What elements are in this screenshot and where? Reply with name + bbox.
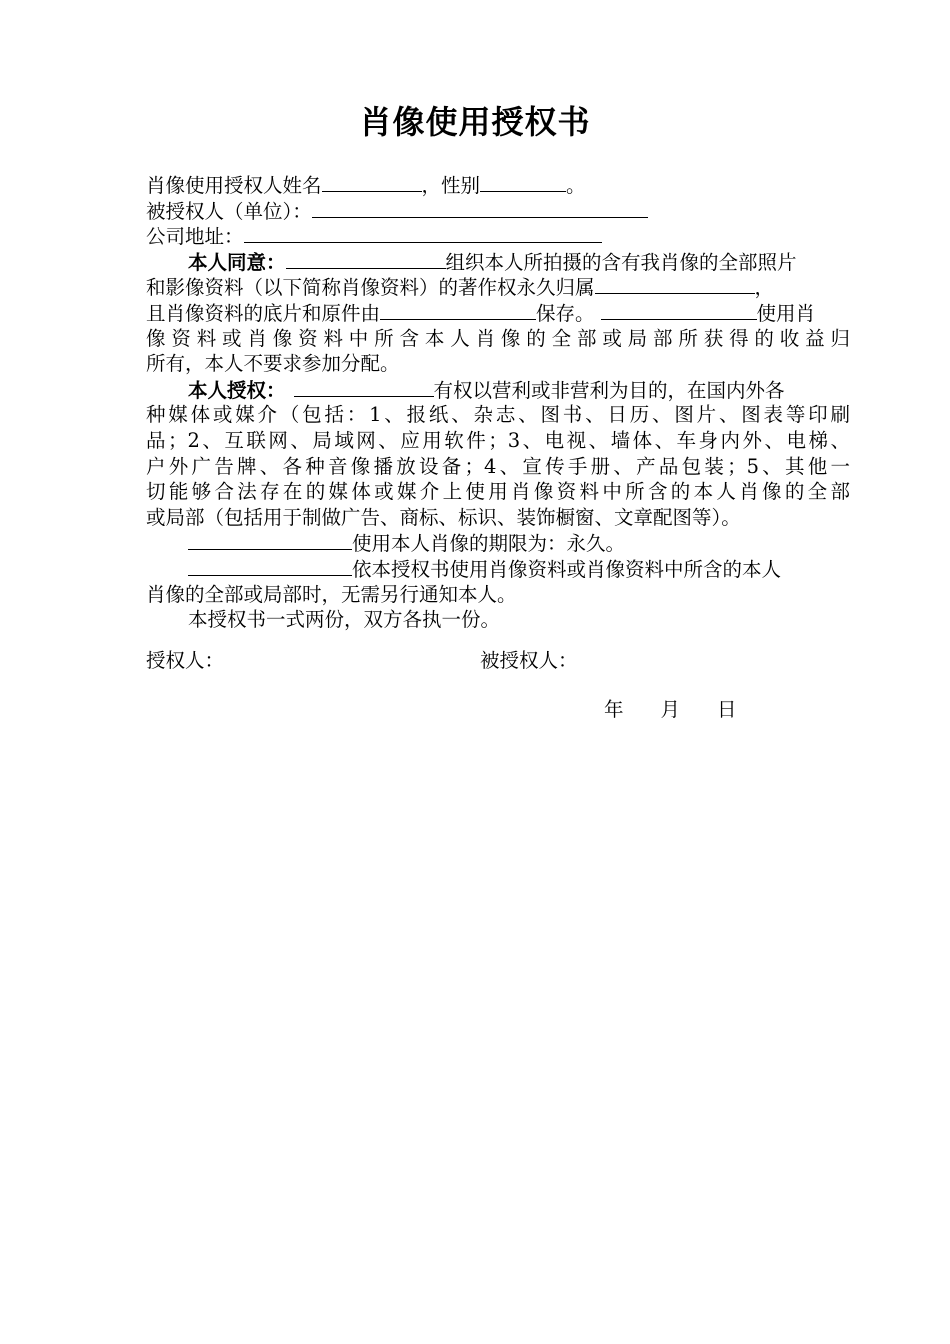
consent-line-3-start: 且肖像资料的底片和原件由: [146, 301, 381, 325]
grantee-blank: [312, 198, 648, 218]
date-line: [604, 697, 737, 723]
grantee-line: [146, 198, 850, 224]
date-year: 年: [604, 698, 624, 721]
consent-line-2-text: 和影像资料（以下简称肖像资料）的著作权永久归属: [146, 276, 595, 300]
consent-line-1-text: 组织本人所拍摄的含有我肖像的全部照片: [445, 250, 797, 274]
grantee-signature-label: 被授权人：: [480, 649, 578, 672]
name-blank: [322, 172, 422, 192]
consent-line-2-end: ，: [754, 276, 775, 300]
consent-line-3-end: 使用肖: [756, 301, 816, 325]
term-text: 使用本人肖像的期限为：永久。: [352, 532, 626, 556]
consent-line-4: 像资料或肖像资料中所含本人肖像的全部或局部所获得的收益归: [146, 326, 850, 350]
authorization-line-5: 切能够合法存在的媒体或媒介上使用肖像资料中所含的本人肖像的全部: [146, 480, 850, 504]
consent-line-5: 所有，本人不要求参加分配。: [146, 352, 400, 376]
consent-line-3-mid: 保存。: [536, 301, 595, 325]
document-title: 肖像使用授权书: [359, 103, 591, 141]
consent-org-blank: [286, 249, 446, 269]
date-day: 日: [717, 698, 737, 721]
document-body: [146, 172, 850, 633]
date-month: 月: [660, 698, 681, 721]
gender-blank: [480, 172, 566, 192]
name-gender-line: [146, 172, 850, 198]
term-party-blank: [188, 530, 352, 550]
copyright-owner-blank: [595, 274, 755, 294]
grantee-label: 被授权人（单位）：: [146, 199, 312, 223]
notice-line-1: [146, 556, 850, 582]
authorization-heading: 本人授权：: [188, 378, 286, 402]
consent-line-1: [146, 249, 850, 275]
authorization-line-4: 户外广告牌、各种音像播放设备；4、宣传手册、产品包装；5、其他一: [146, 454, 850, 478]
authorization-line-1: [146, 377, 850, 403]
address-line: [146, 223, 850, 249]
authorization-line-3: 品；2、互联网、局域网、应用软件；3、电视、墙体、车身内外、电梯、: [146, 428, 850, 452]
revenue-user-blank: [601, 300, 757, 320]
copies-line: 本授权书一式两份，双方各执一份。: [188, 608, 501, 632]
gender-label: ，性别: [421, 174, 481, 197]
authorization-line-2: 种媒体或媒介（包括：1、报纸、杂志、图书、日历、图片、图表等印刷: [146, 403, 850, 427]
address-blank: [244, 223, 602, 243]
gender-end: 。: [566, 174, 586, 197]
authorization-line-1-text: 有权以营利或非营利为目的，在国内外各: [433, 378, 785, 402]
name-label: 肖像使用授权人姓名: [146, 174, 322, 197]
notice-line-1-text: 依本授权书使用肖像资料或肖像资料中所含的本人: [352, 557, 782, 581]
original-keeper-blank: [380, 300, 536, 320]
consent-heading: 本人同意：: [188, 250, 286, 274]
term-line: [146, 530, 850, 556]
consent-line-3: [146, 300, 850, 326]
notice-party-blank: [188, 556, 352, 576]
notice-line-2: 肖像的全部或局部时，无需另行通知本人。: [146, 582, 517, 606]
address-label: 公司地址：: [146, 225, 244, 249]
consent-line-2: [146, 274, 850, 300]
authorized-party-blank: [294, 377, 434, 397]
authorization-line-6: 或局部（包括用于制做广告、商标、标识、装饰橱窗、文章配图等）。: [146, 505, 741, 529]
grantor-signature-label: 授权人：: [146, 649, 225, 672]
